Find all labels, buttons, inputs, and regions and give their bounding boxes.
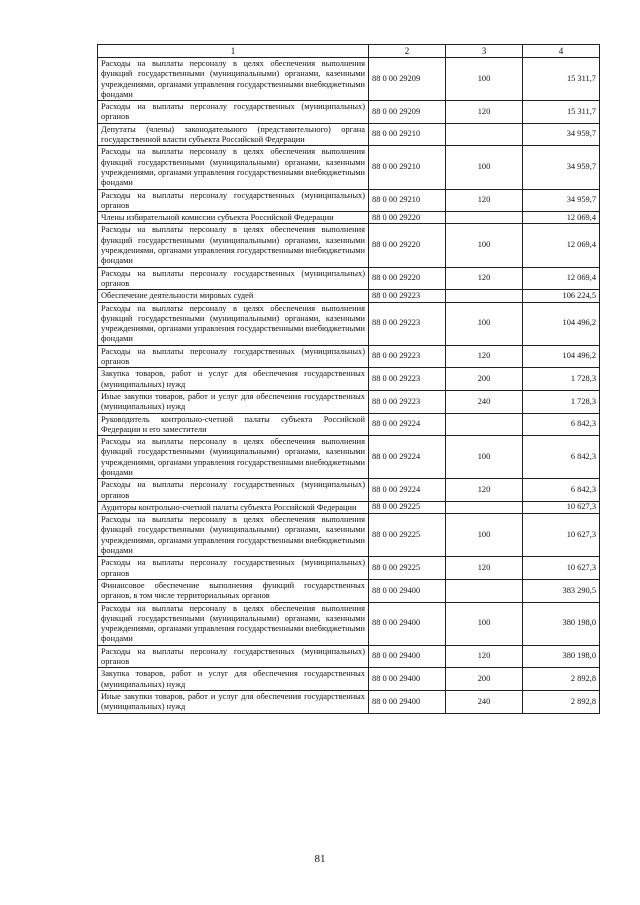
row-type: 240 xyxy=(446,390,523,413)
row-code: 88 0 00 29223 xyxy=(369,368,446,391)
row-type xyxy=(446,579,523,602)
row-type: 120 xyxy=(446,645,523,668)
table-row xyxy=(98,146,600,189)
row-type: 120 xyxy=(446,101,523,124)
row-type: 100 xyxy=(446,436,523,479)
table-row xyxy=(98,368,600,391)
row-name: Расходы на выплаты персоналу в целях обеспечения выполнения функций государственными (муниципальными) органами, казенными учреждениями, органами управления государственными внебюджетными фондами xyxy=(98,302,369,345)
header-row xyxy=(98,45,600,58)
row-name: Расходы на выплаты персоналу в целях обеспечения выполнения функций государственными (муниципальными) органами, казенными учреждениями, органами управления государственными внебюджетными фондами xyxy=(98,436,369,479)
header-col-2: 2 xyxy=(369,45,446,58)
row-code: 88 0 00 29220 xyxy=(369,224,446,267)
row-code: 88 0 00 29210 xyxy=(369,123,446,146)
row-code: 88 0 00 29400 xyxy=(369,579,446,602)
row-code: 88 0 00 29220 xyxy=(369,212,446,224)
row-name: Расходы на выплаты персоналу государственных (муниципальных) органов xyxy=(98,557,369,580)
row-type: 100 xyxy=(446,146,523,189)
table-row xyxy=(98,224,600,267)
row-type: 120 xyxy=(446,267,523,290)
row-code: 88 0 00 29400 xyxy=(369,645,446,668)
row-sum: 104 496,2 xyxy=(523,302,600,345)
row-sum: 2 892,8 xyxy=(523,690,600,713)
table-row xyxy=(98,602,600,645)
row-name: Расходы на выплаты персоналу государственных (муниципальных) органов xyxy=(98,189,369,212)
row-code: 88 0 00 29223 xyxy=(369,390,446,413)
row-type: 120 xyxy=(446,479,523,502)
row-code: 88 0 00 29400 xyxy=(369,690,446,713)
header-col-4: 4 xyxy=(523,45,600,58)
table-row xyxy=(98,557,600,580)
row-type: 120 xyxy=(446,345,523,368)
row-code: 88 0 00 29223 xyxy=(369,345,446,368)
row-sum: 106 224,5 xyxy=(523,290,600,302)
row-code: 88 0 00 29223 xyxy=(369,302,446,345)
row-name: Расходы на выплаты персоналу государственных (муниципальных) органов xyxy=(98,345,369,368)
page-number: 81 xyxy=(314,853,326,865)
header-col-3: 3 xyxy=(446,45,523,58)
table-row xyxy=(98,267,600,290)
row-sum: 380 198,0 xyxy=(523,645,600,668)
row-sum: 1 728,3 xyxy=(523,368,600,391)
row-sum: 104 496,2 xyxy=(523,345,600,368)
row-sum: 10 627,3 xyxy=(523,557,600,580)
header-col-1: 1 xyxy=(98,45,369,58)
table-row xyxy=(98,413,600,436)
table-row xyxy=(98,189,600,212)
table-row xyxy=(98,345,600,368)
row-name: Члены избирательной комиссии субъекта Российской Федерации xyxy=(98,212,369,224)
budget-table-container xyxy=(97,44,599,714)
row-type: 200 xyxy=(446,668,523,691)
row-type xyxy=(446,413,523,436)
row-code: 88 0 00 29220 xyxy=(369,267,446,290)
row-type: 100 xyxy=(446,302,523,345)
row-name: Расходы на выплаты персоналу государственных (муниципальных) органов xyxy=(98,267,369,290)
row-code: 88 0 00 29400 xyxy=(369,668,446,691)
row-sum: 10 627,3 xyxy=(523,514,600,557)
row-code: 88 0 00 29400 xyxy=(369,602,446,645)
table-row xyxy=(98,690,600,713)
row-name: Расходы на выплаты персоналу в целях обеспечения выполнения функций государственными (муниципальными) органами, казенными учреждениями, органами управления государственными внебюджетными фондами xyxy=(98,514,369,557)
table-row xyxy=(98,101,600,124)
row-sum: 34 959,7 xyxy=(523,123,600,146)
row-sum: 12 069,4 xyxy=(523,267,600,290)
table-row xyxy=(98,58,600,101)
row-type: 200 xyxy=(446,368,523,391)
table-row xyxy=(98,514,600,557)
row-name: Руководитель контрольно-счетной палаты субъекта Российской Федерации и его заместители xyxy=(98,413,369,436)
row-code: 88 0 00 29224 xyxy=(369,436,446,479)
row-code: 88 0 00 29225 xyxy=(369,501,446,513)
row-sum: 34 959,7 xyxy=(523,146,600,189)
row-name: Финансовое обеспечение выполнения функций государственных органов, в том числе территориальных органов xyxy=(98,579,369,602)
table-row xyxy=(98,436,600,479)
row-type xyxy=(446,212,523,224)
row-name: Закупка товаров, работ и услуг для обеспечения государственных (муниципальных) нужд xyxy=(98,668,369,691)
table-row xyxy=(98,645,600,668)
row-type: 100 xyxy=(446,514,523,557)
row-type: 100 xyxy=(446,58,523,101)
row-name: Депутаты (члены) законодательного (представительного) органа государственной власти субъекта Российской Федерации xyxy=(98,123,369,146)
table-row xyxy=(98,501,600,513)
row-code: 88 0 00 29225 xyxy=(369,514,446,557)
budget-table xyxy=(97,44,600,714)
row-code: 88 0 00 29225 xyxy=(369,557,446,580)
row-sum: 1 728,3 xyxy=(523,390,600,413)
row-code: 88 0 00 29209 xyxy=(369,58,446,101)
table-row xyxy=(98,302,600,345)
row-type: 100 xyxy=(446,602,523,645)
table-row xyxy=(98,390,600,413)
row-sum: 34 959,7 xyxy=(523,189,600,212)
row-sum: 380 198,0 xyxy=(523,602,600,645)
table-row xyxy=(98,579,600,602)
row-code: 88 0 00 29209 xyxy=(369,101,446,124)
row-sum: 2 892,8 xyxy=(523,668,600,691)
row-name: Аудиторы контрольно-счетной палаты субъекта Российской Федерации xyxy=(98,501,369,513)
row-name: Расходы на выплаты персоналу в целях обеспечения выполнения функций государственными (муниципальными) органами, казенными учреждениями, органами управления государственными внебюджетными фондами xyxy=(98,602,369,645)
row-sum: 15 311,7 xyxy=(523,101,600,124)
row-type xyxy=(446,501,523,513)
row-name: Иные закупки товаров, работ и услуг для обеспечения государственных (муниципальных) нужд xyxy=(98,390,369,413)
row-type: 120 xyxy=(446,189,523,212)
row-name: Иные закупки товаров, работ и услуг для обеспечения государственных (муниципальных) нужд xyxy=(98,690,369,713)
row-type: 120 xyxy=(446,557,523,580)
row-name: Расходы на выплаты персоналу государственных (муниципальных) органов xyxy=(98,645,369,668)
row-name: Обеспечение деятельности мировых судей xyxy=(98,290,369,302)
table-row xyxy=(98,123,600,146)
table-row xyxy=(98,668,600,691)
row-type xyxy=(446,290,523,302)
row-name: Расходы на выплаты персоналу государственных (муниципальных) органов xyxy=(98,101,369,124)
table-row xyxy=(98,212,600,224)
row-code: 88 0 00 29224 xyxy=(369,413,446,436)
row-name: Расходы на выплаты персоналу в целях обеспечения выполнения функций государственными (муниципальными) органами, казенными учреждениями, органами управления государственными внебюджетными фондами xyxy=(98,58,369,101)
table-row xyxy=(98,479,600,502)
row-sum: 6 842,3 xyxy=(523,479,600,502)
row-name: Расходы на выплаты персоналу в целях обеспечения выполнения функций государственными (муниципальными) органами, казенными учреждениями, органами управления государственными внебюджетными фондами xyxy=(98,146,369,189)
row-type: 100 xyxy=(446,224,523,267)
row-sum: 12 069,4 xyxy=(523,224,600,267)
row-sum: 383 290,5 xyxy=(523,579,600,602)
row-sum: 6 842,3 xyxy=(523,413,600,436)
row-code: 88 0 00 29210 xyxy=(369,146,446,189)
row-name: Расходы на выплаты персоналу государственных (муниципальных) органов xyxy=(98,479,369,502)
table-row xyxy=(98,290,600,302)
row-sum: 12 069,4 xyxy=(523,212,600,224)
row-sum: 15 311,7 xyxy=(523,58,600,101)
row-sum: 6 842,3 xyxy=(523,436,600,479)
row-code: 88 0 00 29223 xyxy=(369,290,446,302)
row-type: 240 xyxy=(446,690,523,713)
row-type xyxy=(446,123,523,146)
row-name: Закупка товаров, работ и услуг для обеспечения государственных (муниципальных) нужд xyxy=(98,368,369,391)
row-sum: 10 627,3 xyxy=(523,501,600,513)
row-name: Расходы на выплаты персоналу в целях обеспечения выполнения функций государственными (муниципальными) органами, казенными учреждениями, органами управления государственными внебюджетными фондами xyxy=(98,224,369,267)
row-code: 88 0 00 29224 xyxy=(369,479,446,502)
row-code: 88 0 00 29210 xyxy=(369,189,446,212)
